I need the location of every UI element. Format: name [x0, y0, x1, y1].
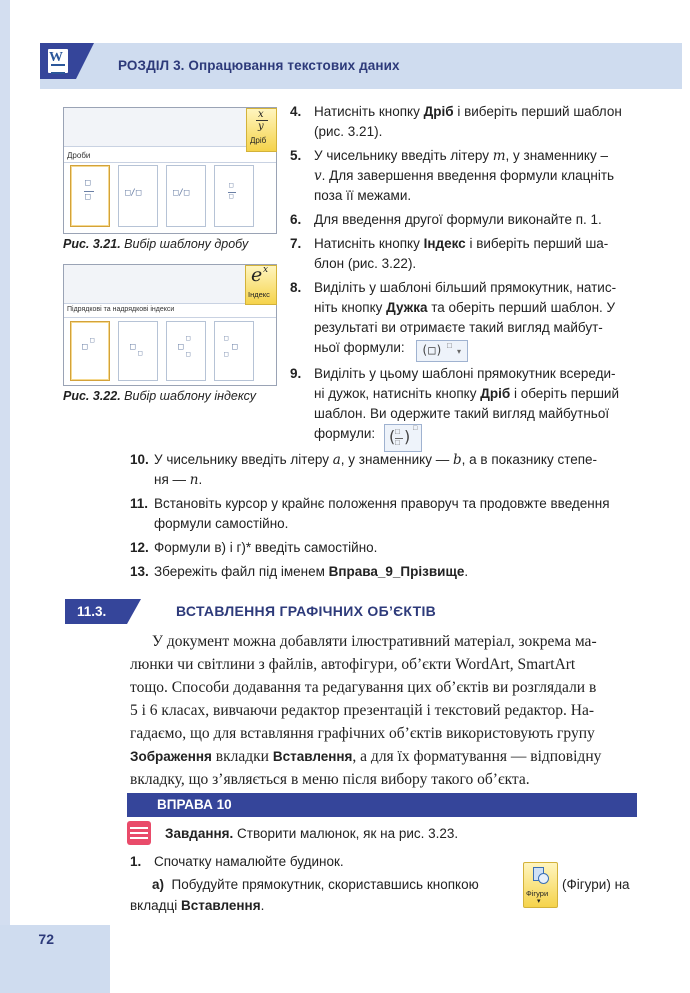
section-paragraph: У документ можна добавляти ілюстративний матеріал, зокрема ма- люнки чи світлини з файлів, автофігури, об’єкти WordArt, SmartArt тощо. Способи додавання та редагування цих об’єктів ви розглядали в 5 і 6 класах, вивчаючи редактор презентацій і текстовий редактор. На- гадаємо, що для вставляння графічних об’єктів використовують групу Зображення вкладки Вставлення, а для їх форматування — відповідну вкладку, що з’являється в меню після вибору такого об’єкта.: [130, 630, 667, 791]
index-gallery-figure: [63, 264, 277, 386]
step-11-line-1: Встановіть курсор у крайнє положення праворуч та продовжте введення: [154, 496, 610, 511]
step-number: 12.: [130, 540, 149, 555]
fraction-template-skewed[interactable]: □/□: [118, 165, 158, 227]
figure-322-text: Вибір шаблону індексу: [120, 389, 257, 403]
index-template-superscript[interactable]: □ □: [70, 321, 110, 381]
step-6-text: Для введення другої формули виконайте п. 1.: [314, 212, 602, 227]
step-12-text: Формули в) і г)* введіть самостійно.: [154, 540, 378, 555]
step-number: 7.: [290, 236, 302, 251]
step-number: 5.: [290, 148, 302, 163]
index-symbol-sup: x: [263, 265, 269, 275]
fraction-symbol-top: x: [258, 109, 264, 120]
step-number: 10.: [130, 452, 149, 467]
index-template-subscript[interactable]: □ □: [118, 321, 158, 381]
step-number: 4.: [290, 104, 302, 119]
index-button[interactable]: [245, 265, 277, 305]
step-number: 8.: [290, 280, 302, 295]
fraction-template-stacked[interactable]: □ □: [70, 165, 110, 227]
index-template-left-sub-sup[interactable]: □ □ □: [214, 321, 254, 381]
index-symbol: e: [251, 264, 263, 286]
fraction-template-linear[interactable]: □/□: [166, 165, 206, 227]
step-number: 6.: [290, 212, 302, 227]
index-button-label: Індекс: [248, 290, 270, 299]
formula-preview-bracket: (□) □ ▾: [416, 340, 468, 362]
fractions-panel-title: Дроби: [67, 151, 91, 160]
sub-a-label: а): [152, 877, 165, 892]
step-1-text: Спочатку намалюйте будинок.: [154, 854, 344, 869]
fraction-button-label: Дріб: [250, 136, 267, 145]
paragraph-line-1: У документ можна добавляти ілюстративний матеріал, зокрема ма-: [152, 633, 597, 650]
word-document-icon: W: [48, 49, 68, 73]
index-template-sub-sup[interactable]: □ □ □: [166, 321, 206, 381]
page-sidebar: [0, 0, 10, 993]
bold-zobrazhennia: Зображення: [130, 749, 212, 764]
paragraph-line-5: гадаємо, що для вставляння графічних об’єктів використовують групу: [130, 725, 595, 742]
paragraph-line-3: тощо. Способи додавання та редагування цих об’єктів ви розглядали в: [130, 679, 597, 696]
exercise-step-1a-line2: [130, 896, 530, 916]
section-title: ВСТАВЛЕННЯ ГРАФІЧНИХ ОБ’ЄКТІВ: [176, 603, 437, 619]
figure-321-text: Вибір шаблону дробу: [120, 237, 249, 251]
shapes-button-label: Фігури: [526, 889, 549, 898]
step-number: 11.: [130, 496, 149, 511]
fraction-gallery-figure: [63, 107, 277, 234]
fraction-template-small[interactable]: □ □: [214, 165, 254, 227]
task-label: Завдання.: [165, 826, 234, 841]
section-number-notch: [127, 599, 141, 624]
step-11-line-2: формули самостійно.: [154, 516, 289, 531]
sub-a-text-3: вкладці: [130, 898, 181, 913]
fraction-button[interactable]: [246, 108, 277, 152]
exercise-title-bar: ВПРАВА 10: [127, 793, 637, 817]
figure-322-caption: [63, 389, 256, 403]
sub-a-text-2: (Фігури) на: [562, 877, 630, 892]
section-number: 11.3.: [65, 599, 127, 624]
page-number: 72: [0, 925, 60, 953]
figure-321-number: Рис. 3.21.: [63, 237, 121, 251]
sub-a-text-1: Побудуйте прямокутник, скориставшись кнопкою: [171, 877, 479, 892]
exercise-task: [165, 824, 665, 844]
chapter-title: РОЗДІЛ 3. Опрацювання текстових даних: [118, 58, 400, 73]
formula-preview-fraction: ( □ □ ) □: [384, 424, 422, 452]
task-text: Створити малюнок, як на рис. 3.23.: [233, 826, 459, 841]
step-number: 13.: [130, 564, 149, 579]
step-number: 9.: [290, 366, 302, 381]
shapes-button[interactable]: Фігури ▾: [523, 862, 558, 908]
bold-vstavlennia: Вставлення: [272, 749, 353, 764]
paragraph-line-2: люнки чи світлини з файлів, автофігури, об’єкти WordArt, SmartArt: [130, 656, 576, 673]
figure-322-number: Рис. 3.22.: [63, 389, 121, 403]
figure-321-caption: [63, 237, 248, 251]
chapter-icon-notch: [76, 43, 94, 79]
paragraph-line-7: вкладку, що з’являється в меню після вибору такого об’єкта.: [130, 771, 530, 788]
sub-a-bold: Вставлення: [180, 898, 261, 913]
filename-bold: Вправа_9_Прізвище: [328, 564, 465, 579]
keyboard-task-icon: [127, 821, 151, 845]
sub-a-end: .: [260, 898, 265, 913]
index-panel-title: Підрядкові та надрядкові індекси: [67, 306, 175, 313]
step-number: 1.: [130, 854, 142, 869]
fraction-symbol-bottom: y: [258, 121, 264, 132]
paragraph-line-4: 5 і 6 класах, вивчаючи редактор презентацій і текстовий редактор. На-: [130, 702, 595, 719]
